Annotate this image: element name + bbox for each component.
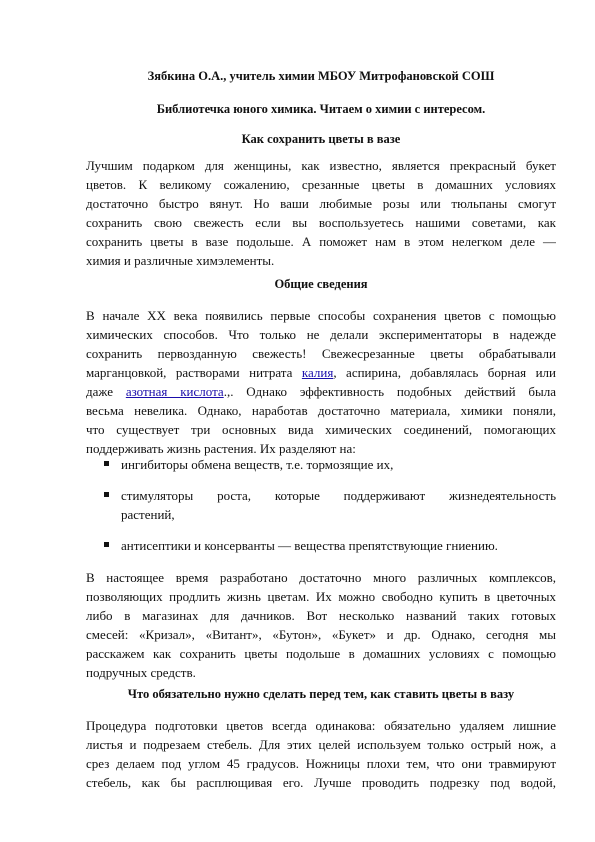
series-title: Библиотечка юного химика. Читаем о химии с интересом. xyxy=(156,102,486,116)
text-segment: .,. Однако эффективность подобных действий была xyxy=(223,384,556,399)
text-line: химических способов. Что только не делали экспериментаторы в надежде xyxy=(86,327,556,342)
text-line: поддерживать жизнь растения. Их разделяют на: xyxy=(86,441,356,456)
article-title: Как сохранить цветы в вазе xyxy=(241,132,401,146)
intro-paragraph xyxy=(86,156,556,270)
preparation-paragraph xyxy=(86,716,556,792)
text-line: что существует три основных вида химических соединений, помогающих xyxy=(86,422,556,437)
link-potassium[interactable]: калия xyxy=(301,365,334,380)
products-paragraph xyxy=(86,568,556,682)
bullet-item xyxy=(121,455,556,474)
text-line: Процедура подготовки цветов всегда одинакова: обязательно удаляем лишние xyxy=(86,718,556,733)
section-heading-general: Общие сведения xyxy=(274,277,368,291)
bullet-item xyxy=(121,536,556,555)
text-line: антисептики и консерванты — вещества препятствующие гниению. xyxy=(121,538,498,553)
text-line: расскажем как сохранить цветы подольше в домашних условиях с помощью xyxy=(86,646,556,661)
bullet-marker xyxy=(104,536,114,555)
text-line: сохранить первозданную свежесть! Свежесрезанные цветы обрабатывали xyxy=(86,346,556,361)
general-paragraph xyxy=(86,306,556,458)
section-heading-preparation: Что обязательно нужно сделать перед тем, как ставить цветы в вазу xyxy=(127,687,515,701)
text-line: ингибиторы обмена веществ, т.е. тормозящие их, xyxy=(121,457,394,472)
text-line: цветов. К великому сожалению, срезанные цветы в домашних условиях xyxy=(86,177,556,192)
link-nitric-acid[interactable]: азотная кислота xyxy=(125,384,224,399)
bullet-marker xyxy=(104,486,114,505)
text-line: весьма невелика. Однако, наработав достаточно материала, химики поняли, xyxy=(86,403,556,418)
text-line: стимуляторы роста, которые поддерживают жизнедеятельность xyxy=(121,488,556,503)
text-line: подручных средств. xyxy=(86,665,196,680)
text-line: стебель, как бы расплющивая его. Лучше проводить подрезку под водой, xyxy=(86,775,556,790)
text-line: смесей: «Кризал», «Витант», «Бутон», «Букет» и др. Однако, сегодня мы xyxy=(86,627,556,642)
text-line: химия и различные химэлементы. xyxy=(86,253,275,268)
text-line-with-link xyxy=(86,382,556,401)
text-line: сохранить свою свежесть если вы воспользуетесь нашими советами, как xyxy=(86,215,556,230)
bullet-marker xyxy=(104,455,114,474)
text-line: В начале XX века появились первые способы сохранения цветов с помощью xyxy=(86,308,556,323)
text-line: листья и подрезаем стебель. Для этих целей используем только острый нож, а xyxy=(86,737,556,752)
text-line: достаточно быстро вянут. Но ваши любимые розы или тюльпаны смогут xyxy=(86,196,556,211)
text-line: Лучшим подарком для женщины, как известно, является прекрасный букет xyxy=(86,158,556,173)
text-segment: , аспирина, добавлялась борная или xyxy=(333,365,556,380)
text-line: В настоящее время разработано достаточно много различных комплексов, xyxy=(86,570,556,585)
text-line: позволяющих продлить жизнь цветам. Их можно свободно купить в цветочных xyxy=(86,589,556,604)
text-line: срез делаем под углом 45 градусов. Ножницы плохи тем, что они травмируют xyxy=(86,756,556,771)
text-line-with-link xyxy=(86,363,556,382)
text-line: сохранить цветы в вазе подольше. А поможет нам в этом нелегком деле — xyxy=(86,234,556,249)
text-line: растений, xyxy=(121,507,175,522)
text-line: либо в магазинах для дачников. Вот несколько названий таких готовых xyxy=(86,608,556,623)
text-segment: марганцовкой, растворами нитрата xyxy=(86,365,302,380)
bullet-item xyxy=(121,486,556,524)
text-segment: даже xyxy=(86,384,126,399)
author-line: Зябкина О.А., учитель химии МБОУ Митрофановской СОШ xyxy=(147,69,495,83)
